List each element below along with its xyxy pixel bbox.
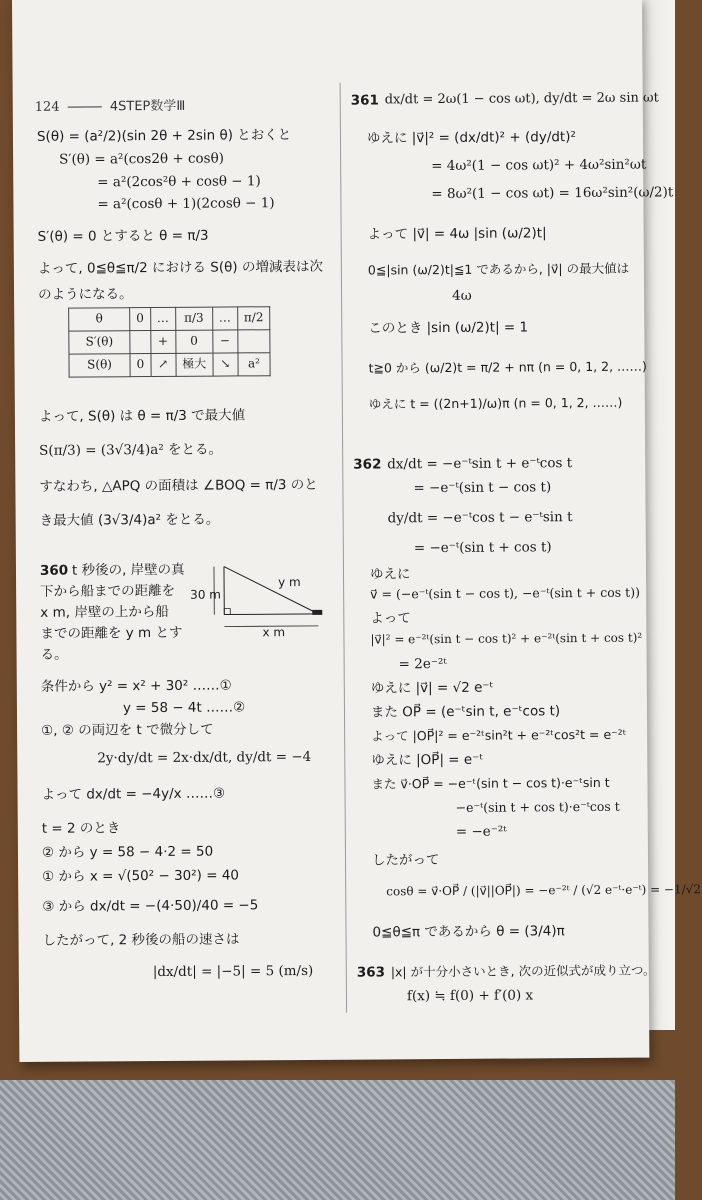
line-362-1: dx/dt = −e⁻ᵗsin t + e⁻ᵗcos t xyxy=(387,455,573,473)
page-header xyxy=(35,95,186,115)
line-362-13: ゆえに |OP⃗| = e⁻ᵗ xyxy=(371,751,484,769)
tablecloth xyxy=(0,1080,675,1200)
line-360-5: る。 xyxy=(40,646,68,663)
line-max: よって, S(θ) は θ = π/3 で最大値 xyxy=(38,407,246,425)
line-362-3: dy/dt = −e⁻ᵗcos t − e⁻ᵗsin t xyxy=(387,509,573,527)
line-s-deriv: S′(θ) = a²(cos2θ + cosθ) xyxy=(59,150,225,168)
table-cell: 0 xyxy=(130,354,151,377)
table-cell: … xyxy=(150,307,175,330)
table-cell: θ xyxy=(69,308,130,331)
line-361-10: ゆえに t = ((2n+1)/ω)π (n = 0, 1, 2, ……) xyxy=(368,394,623,412)
problem-number-360: 360 xyxy=(39,562,69,579)
line-max-value: S(π/3) = (3√3/4)a² をとる。 xyxy=(39,441,223,459)
line-362-9: = 2e⁻²ᵗ xyxy=(398,655,447,673)
line-area-2: き最大値 (3√3/4)a² をとる。 xyxy=(39,511,220,529)
line-s-def: S(θ) = (a²/2)(sin 2θ + 2sin θ) とおくと xyxy=(36,127,292,145)
line-360-y: ② から y = 58 − 4·2 = 50 xyxy=(41,843,214,861)
column-divider xyxy=(340,83,347,1013)
line-362-2: = −e⁻ᵗ(sin t − cos t) xyxy=(413,479,552,497)
line-361-1: dx/dt = 2ω(1 − cos ωt), dy/dt = 2ω sin ωt xyxy=(384,90,659,108)
diagram-y-label: y m xyxy=(278,574,301,590)
book-title: 4STEP数学Ⅲ xyxy=(109,98,186,115)
table-cell: + xyxy=(150,330,175,353)
line-362-15: −e⁻ᵗ(sin t + cos t)·e⁻ᵗcos t xyxy=(455,798,620,815)
table-cell: 0 xyxy=(175,330,212,353)
page-number: 124 xyxy=(34,99,60,115)
table-cell: S(θ) xyxy=(69,354,130,377)
diagram-x-label: x m xyxy=(262,625,286,640)
line-362-16: = −e⁻²ᵗ xyxy=(455,823,507,840)
line-360-dxdt: よって dx/dt = −4y/x ……③ xyxy=(41,785,226,803)
line-360-speed: したがって, 2 秒後の船の速さは xyxy=(42,931,240,949)
header-rule xyxy=(68,106,102,107)
line-362-6: v⃗ = (−e⁻ᵗ(sin t − cos t), −e⁻ᵗ(sin t + cos t)) xyxy=(370,584,640,602)
line-362-17: したがって xyxy=(371,852,440,869)
problem-number-361: 361 xyxy=(350,92,379,109)
table-cell: a² xyxy=(238,353,271,376)
line-360-diff: ①, ② の両辺を t で微分して xyxy=(41,721,214,739)
line-360-answer: |dx/dt| = |−5| = 5 (m/s) xyxy=(152,962,314,981)
problem-number-362: 362 xyxy=(353,456,382,473)
line-360-cond-2: y = 58 − 4t ……② xyxy=(122,699,246,717)
line-360-4: までの距離を y m とす xyxy=(40,624,183,642)
line-361-6: 0≦|sin (ω/2)t|≦1 であるから, |v⃗| の最大値は xyxy=(367,260,630,278)
table-row xyxy=(69,353,270,377)
line-362-10: ゆえに |v⃗| = √2 e⁻ᵗ xyxy=(370,679,494,697)
table-cell: π/3 xyxy=(175,307,212,330)
line-362-14: また v⃗·OP⃗ = −e⁻ᵗ(sin t − cos t)·e⁻ᵗsin t xyxy=(371,774,610,792)
table-cell: ↗ xyxy=(151,353,176,376)
table-cell: … xyxy=(212,307,237,330)
line-361-5: よって |v⃗| = 4ω |sin (ω/2)t| xyxy=(367,225,547,243)
line-360-cond: 条件から y² = x² + 30² ……① xyxy=(40,677,232,695)
increase-decrease-table xyxy=(68,306,271,377)
line-363-1: |x| が十分小さいとき, 次の近似式が成り立つ。 xyxy=(390,962,656,980)
table-cell: − xyxy=(212,330,237,353)
line-360-dx: ③ から dx/dt = −(4·50)/40 = −5 xyxy=(42,897,259,915)
line-360-1: t 秒後の, 岸壁の真 xyxy=(71,561,185,579)
table-row xyxy=(69,307,270,331)
line-361-4: = 8ω²(1 − cos ωt) = 16ω²sin²(ω/2)t xyxy=(431,184,674,203)
line-361-2: ゆえに |v⃗|² = (dx/dt)² + (dy/dt)² xyxy=(366,129,576,147)
line-360-2: 下から船までの距離を xyxy=(40,582,176,600)
table-row xyxy=(69,330,270,354)
table-cell: S′(θ) xyxy=(69,331,130,354)
table-cell: ↘ xyxy=(213,353,238,376)
line-360-diff-2: 2y·dy/dt = 2x·dx/dt, dy/dt = −4 xyxy=(97,748,312,767)
table-cell xyxy=(130,331,151,354)
right-column xyxy=(350,66,702,1005)
diagram-height-label: 30 m xyxy=(190,587,221,602)
line-362-8: |v⃗|² = e⁻²ᵗ(sin t − cos t)² + e⁻²ᵗ(sin t + cos t)² xyxy=(370,630,643,647)
line-362-18: cosθ = v⃗·OP⃗ / (|v⃗||OP⃗|) = −e⁻²ᵗ / (√2 e⁻ᵗ·e⁻ᵗ) = −1/√2 xyxy=(386,882,702,899)
line-360-3: x m, 岸壁の上から船 xyxy=(40,603,169,621)
line-s-deriv-3: = a²(cosθ + 1)(2cosθ − 1) xyxy=(97,195,275,213)
line-362-12: よって |OP⃗|² = e⁻²ᵗsin²t + e⁻²ᵗcos²t = e⁻²ᵗ xyxy=(371,726,627,744)
line-361-9: t≧0 から (ω/2)t = π/2 + nπ (n = 0, 1, 2, ……) xyxy=(368,358,647,376)
table-cell xyxy=(237,330,270,353)
table-cell: 0 xyxy=(130,308,151,331)
line-362-7: よって xyxy=(370,610,411,627)
line-361-3: = 4ω²(1 − cos ωt)² + 4ω²sin²ωt xyxy=(431,156,647,175)
line-area: すなわち, △APQ の面積は ∠BOQ = π/3 のと xyxy=(39,476,318,495)
line-zero: S′(θ) = 0 とすると θ = π/3 xyxy=(37,227,209,245)
line-362-19: 0≦θ≦π であるから θ = (3/4)π xyxy=(372,923,565,941)
table-cell: 極大 xyxy=(176,353,213,376)
line-361-8: このとき |sin (ω/2)t| = 1 xyxy=(368,319,529,337)
textbook-page xyxy=(12,0,702,1062)
table-cell: π/2 xyxy=(237,307,270,330)
line-362-11: また OP⃗ = (e⁻ᵗsin t, e⁻ᵗcos t) xyxy=(370,703,561,721)
line-362-4: = −e⁻ᵗ(sin t + cos t) xyxy=(413,539,552,557)
line-361-7: 4ω xyxy=(452,287,472,304)
line-increase: よって, 0≦θ≦π/2 における S(θ) の増減表は次 xyxy=(37,258,323,277)
line-360-t2: t = 2 のとき xyxy=(41,820,121,837)
line-363-2: f(x) ≒ f(0) + f′(0) x xyxy=(406,987,534,1005)
problem-number-363: 363 xyxy=(356,964,386,981)
line-s-deriv-2: = a²(2cos²θ + cosθ − 1) xyxy=(97,173,261,191)
line-362-5: ゆえに xyxy=(369,566,411,583)
line-increase-2: のようになる。 xyxy=(38,286,133,303)
line-360-x: ① から x = √(50² − 30²) = 40 xyxy=(42,867,240,885)
